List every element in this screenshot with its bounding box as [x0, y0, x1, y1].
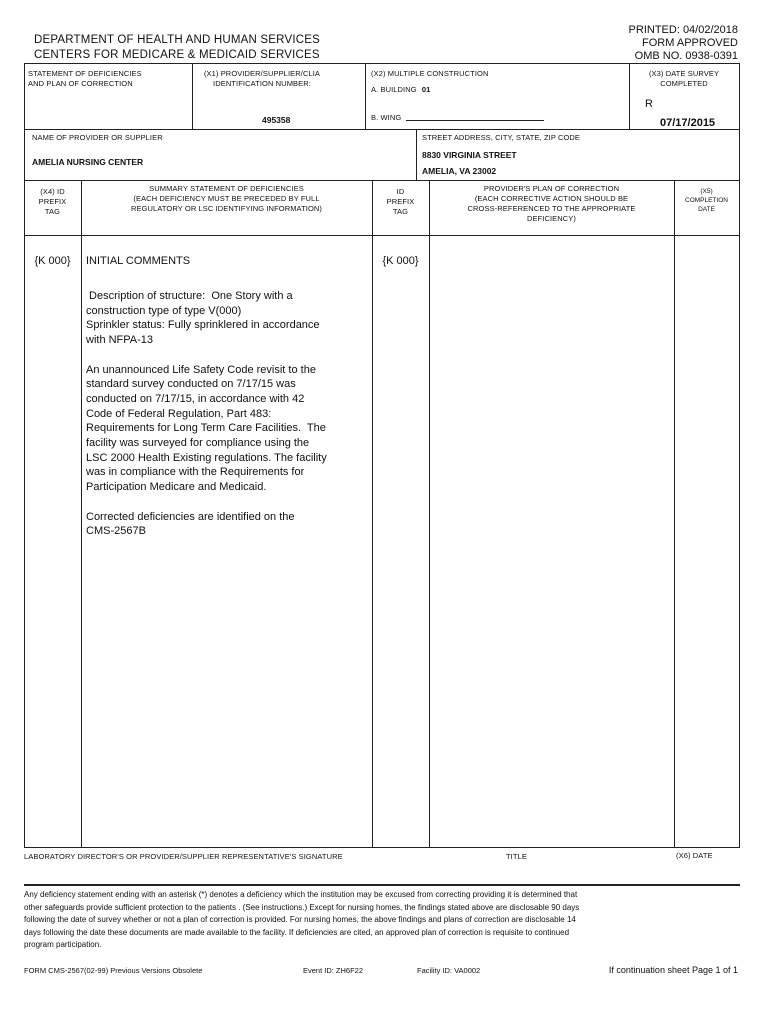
form-info: [629, 24, 738, 63]
survey-code: R: [645, 98, 653, 110]
date-label: (X6) DATE: [676, 851, 713, 860]
continuation-sheet: If continuation sheet Page 1 of 1: [608, 965, 738, 975]
rule: [24, 847, 740, 848]
entry-line: Participation Medicare and Medicaid.: [86, 481, 267, 494]
entry-line: [86, 348, 368, 363]
x4-header: (X4) ID PREFIX TAG: [38, 187, 67, 216]
x2-label: (X2) MULTIPLE CONSTRUCTION: [371, 69, 489, 78]
entry-line: Sprinkler status: Fully sprinklered in accordance: [86, 319, 320, 332]
rule: [24, 63, 25, 847]
form-number: FORM CMS-2567(02-99) Previous Versions Obsolete: [24, 966, 203, 975]
rule: [24, 884, 740, 886]
entry-line: Description of structure: One Story with a: [86, 290, 293, 302]
rule: [365, 63, 366, 129]
entry-line: CMS-2567B: [86, 525, 146, 538]
rule: [24, 63, 740, 64]
agency-header: [34, 33, 320, 63]
rule: [24, 235, 740, 236]
disclaimer-line: following the date of survey whether or not a plan of correction is provided. For nursing homes, the above findings and plans of correction are disclosable 14: [24, 915, 576, 924]
entry-line: facility was surveyed for compliance using the: [86, 437, 310, 450]
entry-line: An unannounced Life Safety Code revisit to the: [86, 363, 316, 376]
rule: [429, 180, 430, 847]
building-value: 01: [421, 85, 431, 94]
entry-line: construction type of type V(000): [86, 304, 242, 317]
summary-header: SUMMARY STATEMENT OF DEFICIENCIES (EACH DEFICIENCY MUST BE PRECEDED BY FULL REGULATORY OR LSC IDENTIFYING INFORMATION): [130, 184, 323, 213]
plan-header: PROVIDER'S PLAN OF CORRECTION (EACH CORRECTIVE ACTION SHOULD BE CROSS-REFERENCED TO THE APPROPRIATE DEFICIENCY): [467, 184, 636, 223]
rule: [372, 180, 373, 847]
address-label: STREET ADDRESS, CITY, STATE, ZIP CODE: [422, 133, 581, 142]
agency-line-1: DEPARTMENT OF HEALTH AND HUMAN SERVICES: [34, 34, 320, 46]
entry-line: Requirements for Long Term Care Facilities. The: [86, 422, 326, 435]
rule: [81, 180, 82, 847]
city-state-zip: AMELIA, VA 23002: [422, 166, 497, 176]
provider-name: AMELIA NURSING CENTER: [32, 157, 144, 167]
id-header: ID PREFIX TAG: [386, 187, 415, 216]
street-address: 8830 VIRGINIA STREET: [422, 150, 517, 160]
building-field: [371, 85, 430, 95]
disclaimer-line: other safeguards provide sufficient protection to the patients . (See instructions.) Except for nursing homes, the findings stated above are disclosable 90 days: [24, 902, 580, 912]
survey-date: 07/17/2015: [660, 117, 716, 129]
provider-name-label: NAME OF PROVIDER OR SUPPLIER: [32, 133, 163, 142]
rule: [24, 180, 740, 181]
entry-line: with NFPA-13: [86, 334, 154, 347]
building-label: A. BUILDING: [371, 85, 417, 94]
wing-label: B. WING: [371, 113, 402, 122]
disclaimer-line: program participation.: [24, 940, 102, 949]
entry-line: standard survey conducted on 7/17/15 was: [86, 378, 296, 391]
signature-label: LABORATORY DIRECTOR'S OR PROVIDER/SUPPLIER REPRESENTATIVE'S SIGNATURE: [24, 852, 343, 861]
facility-id: Facility ID: VA0002: [417, 966, 481, 975]
x5-header: (X5) COMPLETION DATE: [685, 188, 728, 213]
entry-tag: {K 000}: [34, 255, 71, 267]
rule: [674, 180, 675, 847]
disclaimer-line: Any deficiency statement ending with an asterisk (*) denotes a deficiency which the institution may be excused from correcting providing it is determined that: [24, 890, 578, 899]
entry-line: [86, 495, 368, 510]
title-label: TITLE: [506, 852, 527, 861]
agency-line-2: CENTERS FOR MEDICARE & MEDICAID SERVICES: [34, 49, 320, 61]
entry-body: [86, 289, 368, 539]
omb-number: OMB NO. 0938-0391: [634, 50, 738, 62]
entry-line: Corrected deficiencies are identified on the: [86, 510, 295, 523]
entry-line: conducted on 7/17/15, in accordance with 42: [86, 392, 305, 405]
statement-label: STATEMENT OF DEFICIENCIES AND PLAN OF CORRECTION: [28, 69, 142, 88]
event-id: Event ID: ZH6F22: [303, 966, 364, 975]
printed-date: PRINTED: 04/02/2018: [628, 24, 738, 36]
entry-line: Code of Federal Regulation, Part 483:: [86, 407, 272, 420]
entry-line: was in compliance with the Requirements for: [86, 466, 305, 479]
entry-right-tag: {K 000}: [382, 255, 419, 267]
entry-line: LSC 2000 Health Existing regulations. The facility: [86, 451, 327, 464]
form-approved: FORM APPROVED: [642, 37, 738, 49]
rule: [416, 129, 417, 180]
x1-label: (X1) PROVIDER/SUPPLIER/CLIA IDENTIFICATION NUMBER:: [203, 69, 321, 88]
entry-heading: INITIAL COMMENTS: [86, 255, 191, 267]
provider-number: 495358: [262, 115, 291, 125]
x3-label: (X3) DATE SURVEY COMPLETED: [648, 69, 720, 88]
disclaimer: [24, 889, 740, 952]
disclaimer-line: days following the date these documents are made available to the facility. If deficiencies are cited, an approved plan of correction is requisite to continued: [24, 927, 570, 937]
rule: [739, 63, 740, 847]
wing-field: [371, 113, 544, 123]
wing-blank: [406, 120, 544, 121]
